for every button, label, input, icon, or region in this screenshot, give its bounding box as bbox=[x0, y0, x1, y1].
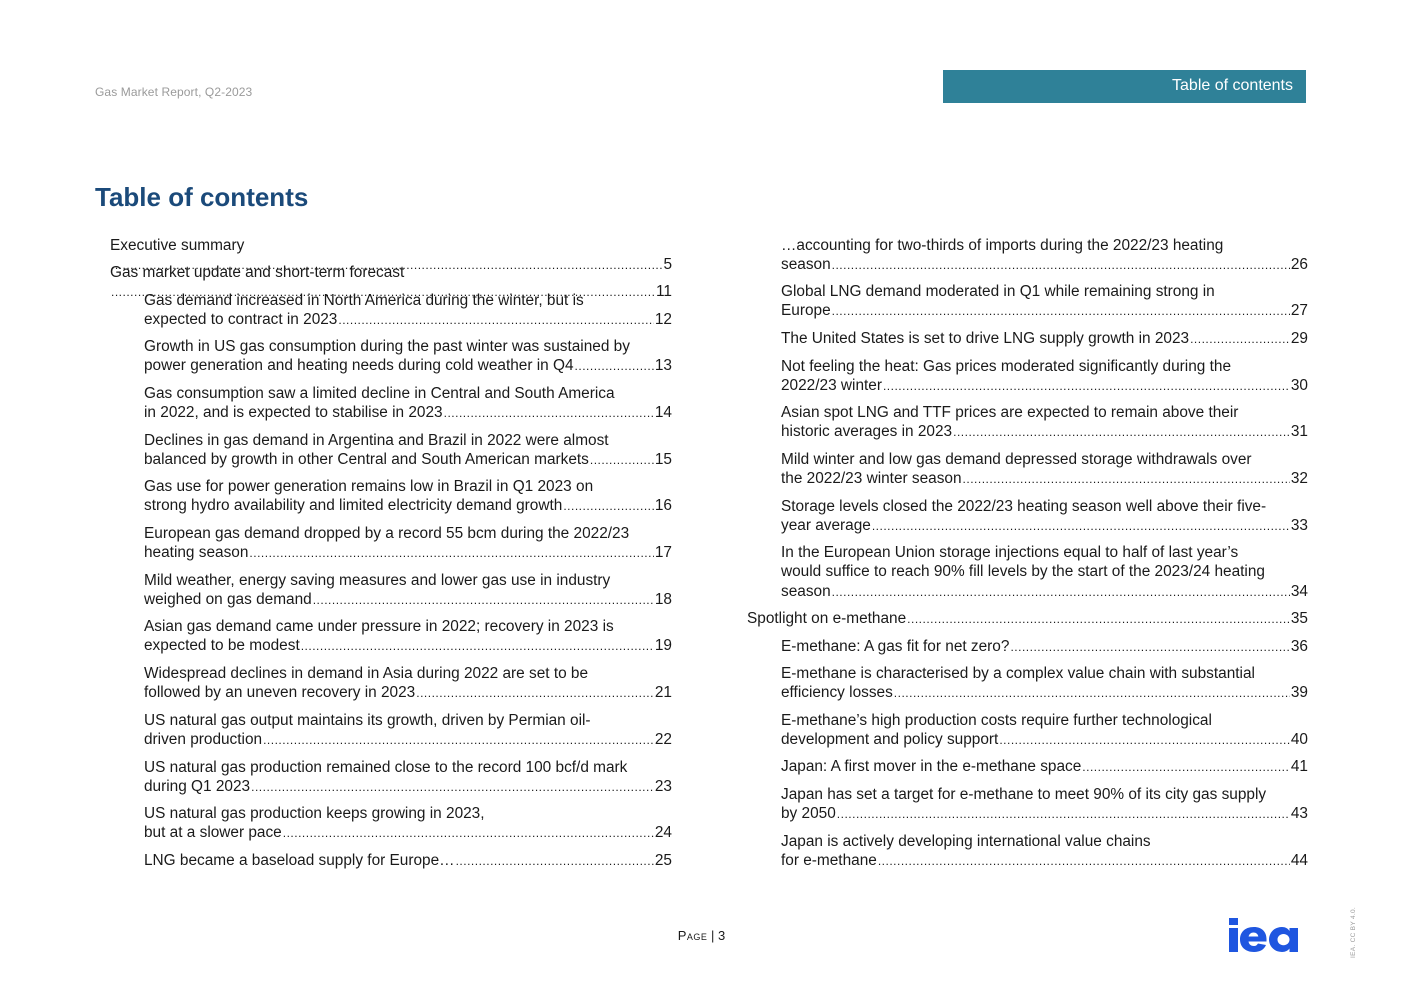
toc-entry[interactable] bbox=[781, 832, 1308, 872]
toc-entry-title-line: weighed on gas demand bbox=[144, 591, 312, 609]
dot-leader bbox=[832, 255, 1290, 275]
toc-entry[interactable] bbox=[144, 291, 672, 331]
toc-entry-title-line: Widespread declines in demand in Asia during 2022 are set to be bbox=[144, 665, 589, 682]
toc-entry-title-line: US natural gas production remained close to the record 100 bcf/d mark bbox=[144, 759, 628, 776]
toc-entry[interactable] bbox=[144, 617, 672, 657]
toc-entry-title-line: E-methane: A gas fit for net zero? bbox=[781, 638, 1010, 655]
toc-entry-title-line: Mild weather, energy saving measures and lower gas use in industry bbox=[144, 572, 611, 589]
toc-entry-title-line: Europe bbox=[781, 302, 831, 320]
toc-entry-last-line bbox=[144, 496, 672, 516]
toc-page-number: 33 bbox=[1290, 517, 1308, 535]
toc-entry-title-line: in 2022, and is expected to stabilise in 2023 bbox=[144, 404, 443, 422]
toc-entry-last-line bbox=[144, 450, 672, 470]
toc-entry[interactable] bbox=[144, 758, 672, 798]
dot-leader bbox=[837, 804, 1290, 824]
toc-page-number: 22 bbox=[654, 731, 672, 749]
dot-leader bbox=[1010, 637, 1289, 657]
dot-leader bbox=[907, 609, 1290, 629]
toc-entry-title-line: European gas demand dropped by a record 55 bcm during the 2022/23 bbox=[144, 525, 630, 542]
toc-entry-title-line: 2022/23 winter bbox=[781, 377, 882, 395]
toc-entry-last-line bbox=[781, 422, 1308, 442]
dot-leader bbox=[575, 356, 654, 376]
toc-entry-title-line: followed by an uneven recovery in 2023 bbox=[144, 684, 416, 702]
toc-entry-last-line bbox=[144, 823, 672, 843]
toc-entry-last-line bbox=[781, 516, 1308, 536]
toc-entry[interactable] bbox=[144, 664, 672, 704]
page-number-value: 3 bbox=[718, 928, 726, 943]
toc-page-number: 35 bbox=[1290, 610, 1308, 627]
section-tab: Table of contents bbox=[943, 70, 1306, 103]
toc-entry[interactable] bbox=[781, 403, 1308, 443]
toc-page-number: 24 bbox=[654, 824, 672, 842]
toc-entry-title-line: E-methane is characterised by a complex value chain with substantial bbox=[781, 665, 1255, 682]
toc-entry-title-line: Asian spot LNG and TTF prices are expected to remain above their bbox=[781, 404, 1239, 421]
dot-leader bbox=[590, 450, 654, 470]
toc-entry-title-line: efficiency losses bbox=[781, 684, 893, 702]
toc-entry-title-line: Mild winter and low gas demand depressed storage withdrawals over bbox=[781, 451, 1252, 468]
toc-entry[interactable] bbox=[781, 543, 1308, 602]
toc-entry[interactable] bbox=[144, 524, 672, 564]
toc-page-number: 32 bbox=[1290, 470, 1308, 488]
toc-entry-title-line: historic averages in 2023 bbox=[781, 423, 953, 441]
toc-entry[interactable] bbox=[747, 609, 1308, 629]
toc-entry[interactable] bbox=[781, 282, 1308, 322]
toc-entry[interactable] bbox=[781, 785, 1308, 825]
toc-page-number: 30 bbox=[1290, 377, 1308, 395]
toc-entry-title-line: US natural gas output maintains its growth, driven by Permian oil- bbox=[144, 712, 591, 729]
toc-entry-title-line: Gas demand increased in North America during the winter, but is bbox=[144, 292, 584, 309]
toc-entry-last-line bbox=[144, 851, 672, 871]
toc-page-number: 34 bbox=[1290, 582, 1308, 600]
dot-leader bbox=[249, 543, 653, 563]
toc-entry-title-line: by 2050 bbox=[781, 805, 836, 823]
toc-page-number: 39 bbox=[1290, 684, 1308, 702]
license-text: IEA. CC BY 4.0. bbox=[1350, 907, 1357, 958]
toc-entry-title-line: but at a slower pace bbox=[144, 824, 282, 842]
toc-page-number: 12 bbox=[654, 311, 672, 329]
dot-leader bbox=[999, 730, 1290, 750]
toc-entry[interactable] bbox=[144, 804, 672, 844]
toc-entry-last-line bbox=[144, 590, 672, 610]
toc-page-number: 36 bbox=[1290, 638, 1308, 655]
toc-entry-title-line: …accounting for two-thirds of imports during the 2022/23 heating bbox=[781, 237, 1224, 254]
dot-leader bbox=[283, 823, 654, 843]
toc-entry-last-line bbox=[781, 582, 1308, 602]
dot-leader bbox=[963, 469, 1290, 489]
toc-entry-title-line: would suffice to reach 90% fill levels by the start of the 2023/24 heating bbox=[781, 563, 1265, 581]
toc-entry[interactable] bbox=[781, 711, 1308, 751]
page-title: Table of contents bbox=[95, 182, 309, 212]
toc-entry-last-line bbox=[781, 730, 1308, 750]
toc-entry-title-line: during Q1 2023 bbox=[144, 778, 251, 796]
toc-page-number: 15 bbox=[654, 451, 672, 469]
dot-leader bbox=[456, 851, 654, 871]
toc-entry-last-line bbox=[144, 403, 672, 423]
dot-leader bbox=[251, 777, 654, 797]
report-name: Gas Market Report, Q2-2023 bbox=[95, 85, 253, 99]
toc-entry[interactable] bbox=[144, 711, 672, 751]
toc-entry-last-line bbox=[144, 683, 672, 703]
dot-leader bbox=[872, 516, 1290, 536]
toc-page-number: 44 bbox=[1290, 852, 1308, 870]
toc-entry-title-line: Executive summary bbox=[110, 237, 245, 254]
toc-entry-last-line bbox=[781, 376, 1308, 396]
toc-entry-last-line bbox=[144, 356, 672, 376]
toc-entry[interactable] bbox=[144, 384, 672, 424]
toc-page-number: 25 bbox=[654, 852, 672, 869]
toc-page-number: 18 bbox=[654, 591, 672, 609]
toc-entry-title-line: Gas consumption saw a limited decline in Central and South America bbox=[144, 385, 615, 402]
toc-page-number: 43 bbox=[1290, 805, 1308, 823]
toc-entry-title-line: Declines in gas demand in Argentina and Brazil in 2022 were almost bbox=[144, 432, 609, 449]
toc-page-number: 21 bbox=[654, 684, 672, 702]
toc-entry-title-line: Japan: A first mover in the e-methane space bbox=[781, 758, 1082, 775]
iea-logo bbox=[1229, 918, 1309, 952]
toc-entry[interactable] bbox=[781, 329, 1308, 349]
toc-entry[interactable] bbox=[144, 477, 672, 517]
toc-entry-title-line: Gas use for power generation remains low in Brazil in Q1 2023 on bbox=[144, 478, 594, 495]
toc-entry-title-line: Storage levels closed the 2022/23 heating season well above their five- bbox=[781, 498, 1267, 515]
dot-leader bbox=[832, 582, 1290, 602]
toc-entry[interactable] bbox=[144, 431, 672, 471]
toc-entry[interactable] bbox=[781, 757, 1308, 777]
toc-page-number: 13 bbox=[654, 357, 672, 375]
toc-page-number: 17 bbox=[654, 544, 672, 562]
toc-entry-last-line bbox=[781, 301, 1308, 321]
toc-page-number: 29 bbox=[1290, 330, 1308, 347]
page-separator: | bbox=[711, 928, 715, 943]
toc-entry-title-line: In the European Union storage injections equal to half of last year’s bbox=[781, 544, 1239, 561]
toc-page-number: 16 bbox=[654, 497, 672, 515]
toc-entry-last-line bbox=[144, 543, 672, 563]
toc-page-number: 41 bbox=[1290, 758, 1308, 775]
toc-entry-last-line bbox=[781, 637, 1308, 657]
toc-entry-title-line: strong hydro availability and limited electricity demand growth bbox=[144, 497, 563, 515]
toc-entry-last-line bbox=[747, 609, 1308, 629]
toc-entry-title-line: season bbox=[781, 256, 831, 274]
toc-entry-title-line: Not feeling the heat: Gas prices moderated significantly during the bbox=[781, 358, 1232, 375]
toc-page-number: 31 bbox=[1290, 423, 1308, 441]
toc-entry-last-line bbox=[781, 683, 1308, 703]
dot-leader bbox=[313, 590, 654, 610]
toc-entry-last-line bbox=[781, 851, 1308, 871]
toc-page-number: 27 bbox=[1290, 302, 1308, 320]
toc-entry[interactable] bbox=[144, 571, 672, 611]
toc-entry-last-line bbox=[144, 730, 672, 750]
dot-leader bbox=[444, 403, 654, 423]
dot-leader bbox=[263, 730, 654, 750]
toc-entry-title-line: Growth in US gas consumption during the past winter was sustained by bbox=[144, 338, 630, 355]
toc-entry-title-line: development and policy support bbox=[781, 731, 999, 749]
dot-leader bbox=[894, 683, 1290, 703]
toc-entry[interactable] bbox=[781, 450, 1308, 490]
toc-page-number: 40 bbox=[1290, 731, 1308, 749]
dot-leader bbox=[878, 851, 1290, 871]
dot-leader bbox=[338, 310, 654, 330]
page-number bbox=[0, 928, 1403, 943]
toc-entry-title-line: year average bbox=[781, 517, 871, 535]
toc-page-number: 19 bbox=[654, 637, 672, 655]
toc-entry-title-line: season bbox=[781, 582, 831, 600]
toc-entry-last-line bbox=[781, 255, 1308, 275]
dot-leader bbox=[301, 636, 654, 656]
toc-entry[interactable] bbox=[144, 851, 672, 871]
dot-leader bbox=[416, 683, 654, 703]
toc-entry-title-line: expected to contract in 2023 bbox=[144, 311, 338, 329]
toc-entry-title-line: Global LNG demand moderated in Q1 while remaining strong in bbox=[781, 283, 1215, 300]
dot-leader bbox=[832, 301, 1290, 321]
toc-entry-title-line: for e-methane bbox=[781, 852, 877, 870]
toc-entry-title-line: power generation and heating needs during cold weather in Q4 bbox=[144, 357, 574, 375]
toc-page-number: 23 bbox=[654, 778, 672, 796]
toc-entry-title-line: driven production bbox=[144, 731, 263, 749]
dot-leader bbox=[883, 376, 1290, 396]
dot-leader bbox=[953, 422, 1290, 442]
toc-entry-title-line: Japan has set a target for e-methane to meet 90% of its city gas supply bbox=[781, 786, 1267, 803]
dot-leader bbox=[1190, 329, 1290, 349]
toc-entry-title-line: The United States is set to drive LNG supply growth in 2023 bbox=[781, 330, 1190, 347]
toc-entry[interactable] bbox=[781, 236, 1308, 276]
toc-entry-title-line: balanced by growth in other Central and South American markets bbox=[144, 451, 589, 469]
toc-page-number: 14 bbox=[654, 404, 672, 422]
toc-entry-last-line bbox=[781, 329, 1308, 349]
toc-entry-title-line: E-methane’s high production costs require further technological bbox=[781, 712, 1212, 729]
toc-entry[interactable] bbox=[144, 337, 672, 377]
toc-entry-title-line: LNG became a baseload supply for Europe… bbox=[144, 852, 455, 869]
toc-entry-last-line bbox=[781, 757, 1308, 777]
toc-entry-title-line: Gas market update and short-term forecast bbox=[110, 264, 405, 281]
toc-entry-title-line: heating season bbox=[144, 544, 249, 562]
toc-entry-title-line: Japan is actively developing international value chains bbox=[781, 833, 1151, 850]
toc-entry-title-line: Asian gas demand came under pressure in 2022; recovery in 2023 is bbox=[144, 618, 614, 635]
toc-entry-title-line: the 2022/23 winter season bbox=[781, 470, 962, 488]
toc-entry[interactable] bbox=[781, 637, 1308, 657]
toc-entry-title-line: US natural gas production keeps growing in 2023, bbox=[144, 805, 485, 822]
toc-entry-last-line bbox=[781, 804, 1308, 824]
toc-entry[interactable] bbox=[781, 357, 1308, 397]
page-label: Page bbox=[677, 928, 708, 943]
toc-page-number: 26 bbox=[1290, 256, 1308, 274]
toc-entry-last-line bbox=[144, 636, 672, 656]
toc-entry[interactable] bbox=[781, 664, 1308, 704]
dot-leader bbox=[563, 496, 654, 516]
toc-entry-title-line: expected to be modest bbox=[144, 637, 300, 655]
toc-entry-title-line: Spotlight on e-methane bbox=[747, 610, 907, 627]
dot-leader bbox=[1082, 757, 1290, 777]
toc-entry-last-line bbox=[781, 469, 1308, 489]
toc-entry[interactable] bbox=[781, 497, 1308, 537]
toc-entry-last-line bbox=[144, 777, 672, 797]
toc-page-number: 11 bbox=[656, 283, 672, 301]
toc-page-number: 5 bbox=[663, 256, 672, 274]
toc-entry-last-line bbox=[144, 310, 672, 330]
